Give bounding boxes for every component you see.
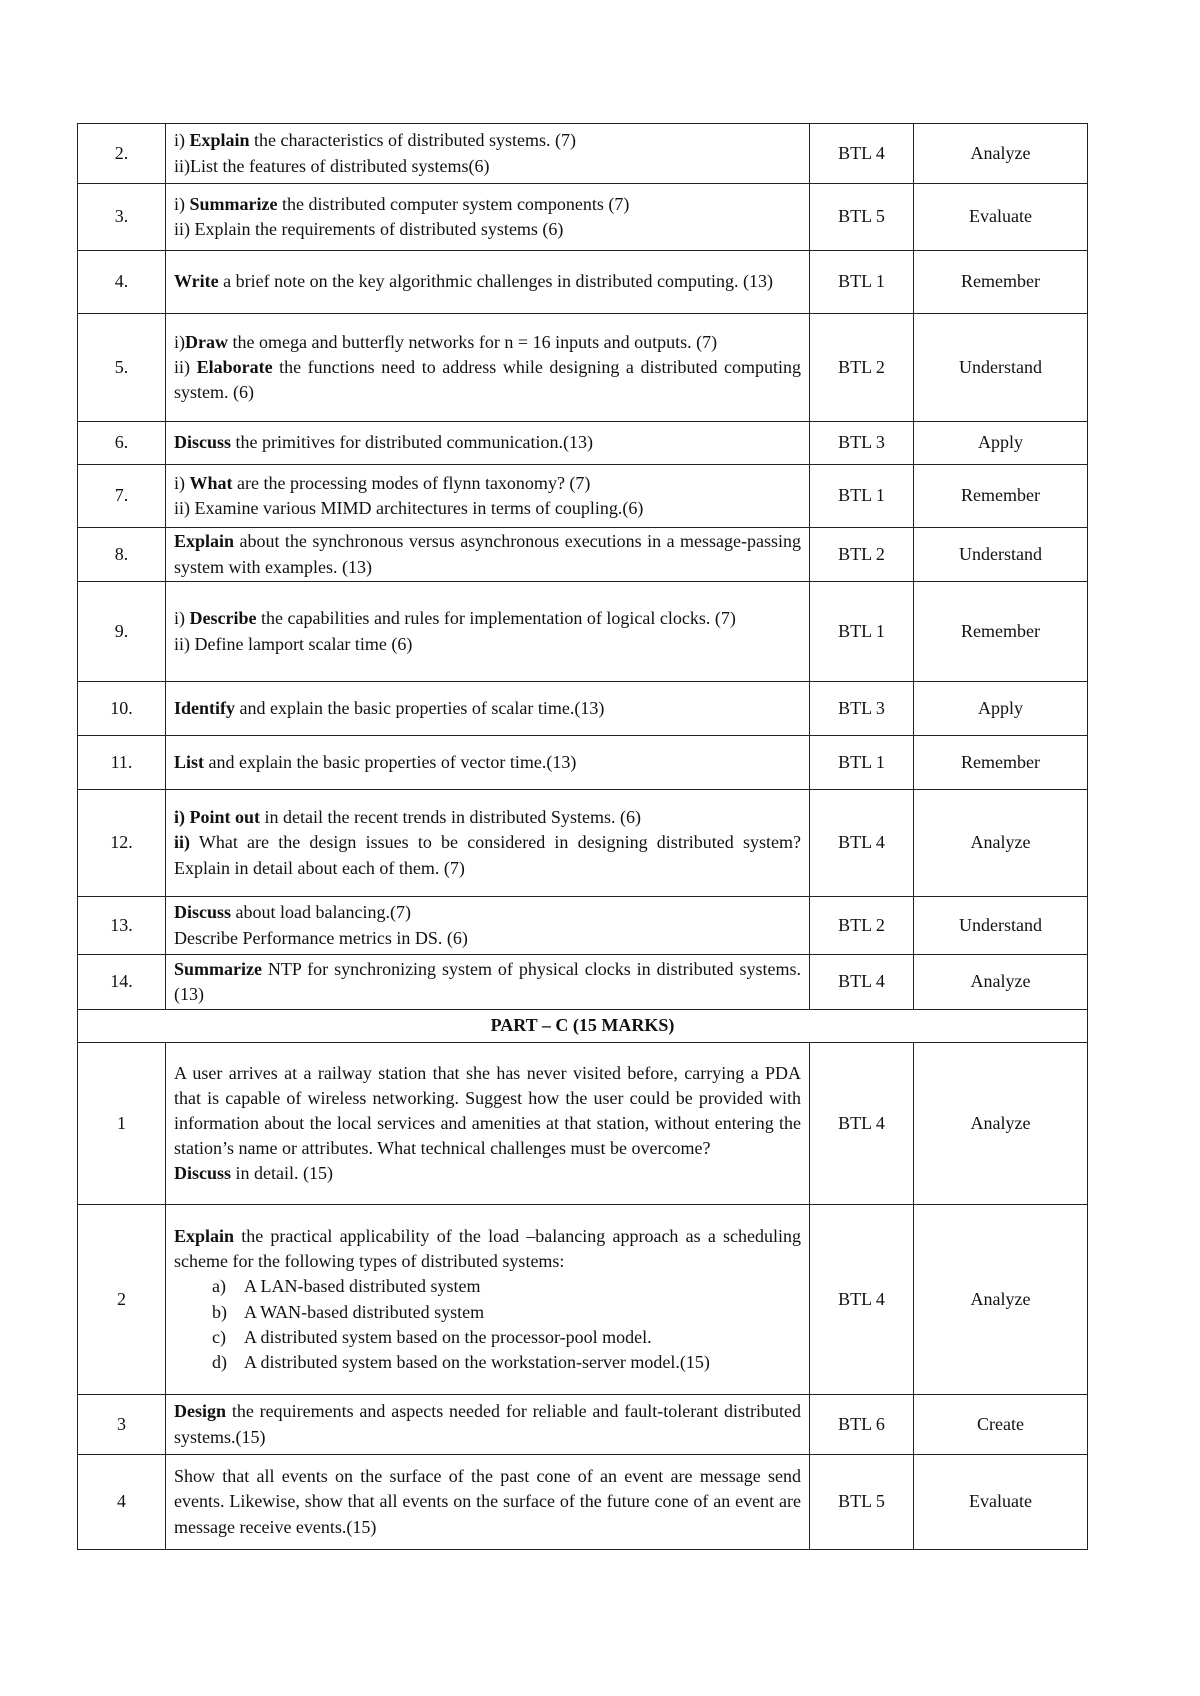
- question-text: [166, 790, 810, 897]
- action-verb: Design: [174, 1401, 227, 1422]
- question-row: [78, 184, 1088, 251]
- question-number: 3.: [78, 184, 166, 251]
- question-row: [78, 582, 1088, 682]
- btl-level: BTL 6: [810, 1395, 914, 1455]
- competence-level: Understand: [914, 528, 1088, 582]
- competence-level: Remember: [914, 465, 1088, 528]
- line-text: the requirements and aspects needed for reliable and fault-tolerant distributed systems.(15): [174, 1401, 801, 1447]
- question-line: [174, 805, 801, 830]
- line-text: the distributed computer system components (7): [277, 193, 630, 214]
- line-text: about the synchronous versus asynchronous executions in a message-passing system with examples. (13): [174, 531, 801, 577]
- question-line: [174, 269, 801, 294]
- sub-item: [212, 1350, 801, 1375]
- question-text: [166, 1455, 810, 1550]
- question-line: [174, 355, 801, 405]
- question-row: [78, 790, 1088, 897]
- btl-level: BTL 4: [810, 1043, 914, 1205]
- question-line: [174, 1061, 801, 1162]
- sub-item-text: A distributed system based on the workstation-server model.(15): [244, 1351, 710, 1372]
- action-verb: What: [189, 472, 233, 493]
- line-prefix: i): [174, 130, 190, 151]
- line-text: about load balancing.(7): [231, 902, 411, 923]
- line-text: are the processing modes of flynn taxonomy? (7): [232, 472, 591, 493]
- question-number: 11.: [78, 736, 166, 790]
- btl-level: BTL 4: [810, 1205, 914, 1395]
- action-verb: Discuss: [174, 432, 232, 453]
- question-row: [78, 682, 1088, 736]
- btl-level: BTL 1: [810, 582, 914, 682]
- question-line: [174, 1464, 801, 1540]
- question-text: [166, 422, 810, 465]
- question-number: 6.: [78, 422, 166, 465]
- question-text: [166, 955, 810, 1010]
- question-number: 8.: [78, 528, 166, 582]
- question-row: [78, 736, 1088, 790]
- competence-level: Remember: [914, 736, 1088, 790]
- question-line: [174, 750, 801, 775]
- line-prefix: i): [174, 472, 190, 493]
- sub-item-label: d): [212, 1351, 227, 1372]
- question-number: 7.: [78, 465, 166, 528]
- question-line: [174, 217, 801, 242]
- btl-level: BTL 3: [810, 422, 914, 465]
- question-number: 3: [78, 1395, 166, 1455]
- btl-level: BTL 4: [810, 790, 914, 897]
- question-text: [166, 1205, 810, 1395]
- question-line: [174, 128, 801, 153]
- question-text: [166, 1043, 810, 1205]
- competence-level: Understand: [914, 314, 1088, 422]
- question-text: [166, 528, 810, 582]
- question-number: 14.: [78, 955, 166, 1010]
- sub-item-text: A LAN-based distributed system: [244, 1276, 481, 1297]
- question-number: 12.: [78, 790, 166, 897]
- question-line: [174, 926, 801, 951]
- question-line: [174, 1163, 333, 1183]
- question-number: 13.: [78, 897, 166, 955]
- sub-item-label: a): [212, 1276, 226, 1297]
- question-number: 9.: [78, 582, 166, 682]
- question-row: [78, 897, 1088, 955]
- line-prefix: i): [174, 193, 190, 214]
- question-row: [78, 422, 1088, 465]
- line-text: A user arrives at a railway station that she has never visited before, carrying a PDA that is capable of wireless networking. Suggest how the user could be provided with information about the local services and amenities at that station, without entering the station’s name or attributes. What technical challenges must be overcome?: [174, 1062, 801, 1159]
- btl-level: BTL 5: [810, 1455, 914, 1550]
- question-line: [174, 1399, 801, 1449]
- line-text: the primitives for distributed communication.(13): [231, 432, 593, 453]
- line-text: and explain the basic properties of scalar time.(13): [235, 697, 605, 718]
- btl-level: BTL 4: [810, 955, 914, 1010]
- action-verb: Explain: [174, 1225, 235, 1246]
- sub-item-label: b): [212, 1301, 227, 1322]
- question-text: [166, 582, 810, 682]
- action-verb: ii): [174, 832, 190, 853]
- line-text: in detail the recent trends in distributed Systems. (6): [260, 807, 641, 828]
- question-number: 1: [78, 1043, 166, 1205]
- question-number: 5.: [78, 314, 166, 422]
- action-verb: Summarize: [189, 193, 278, 214]
- line-prefix: ii): [174, 356, 197, 377]
- question-number: 2: [78, 1205, 166, 1395]
- question-row: [78, 528, 1088, 582]
- line-text: Define lamport scalar time (6): [194, 633, 413, 654]
- action-verb: Describe: [189, 608, 257, 629]
- question-row: [78, 251, 1088, 314]
- line-text: NTP for synchronizing system of physical clocks in distributed systems.(13): [174, 958, 801, 1004]
- question-line: [174, 900, 801, 925]
- competence-level: Analyze: [914, 955, 1088, 1010]
- action-verb: Draw: [185, 331, 228, 352]
- action-verb: Explain: [189, 130, 250, 151]
- line-text: and explain the basic properties of vector time.(13): [204, 751, 577, 772]
- line-prefix: ii): [174, 633, 195, 654]
- competence-level: Remember: [914, 251, 1088, 314]
- question-text: [166, 682, 810, 736]
- question-row: [78, 314, 1088, 422]
- action-verb: i) Point out: [174, 807, 261, 828]
- part-c-header-row: [78, 1010, 1088, 1043]
- line-text: the omega and butterfly networks for n = 16 inputs and outputs. (7): [228, 331, 718, 352]
- question-number: 2.: [78, 124, 166, 184]
- btl-level: BTL 4: [810, 124, 914, 184]
- btl-level: BTL 3: [810, 682, 914, 736]
- question-line: [174, 496, 801, 521]
- question-row: [78, 124, 1088, 184]
- question-line: [174, 696, 801, 721]
- competence-level: Apply: [914, 682, 1088, 736]
- question-line: [174, 471, 801, 496]
- question-text: [166, 897, 810, 955]
- question-text: [166, 124, 810, 184]
- question-text: [166, 251, 810, 314]
- line-prefix: i): [174, 331, 185, 352]
- question-line: [174, 430, 801, 455]
- question-line: [174, 957, 801, 1007]
- competence-level: Apply: [914, 422, 1088, 465]
- question-number: 4.: [78, 251, 166, 314]
- line-text: in detail. (15): [231, 1163, 333, 1184]
- question-text: [166, 1395, 810, 1455]
- action-verb: List: [174, 751, 205, 772]
- action-verb: Summarize: [174, 958, 262, 979]
- competence-level: Create: [914, 1395, 1088, 1455]
- btl-level: BTL 1: [810, 251, 914, 314]
- question-row: [78, 1043, 1088, 1205]
- btl-level: BTL 5: [810, 184, 914, 251]
- sub-item: [212, 1274, 801, 1299]
- part-c-header: PART – C (15 MARKS): [78, 1010, 1088, 1043]
- question-number: 4: [78, 1455, 166, 1550]
- competence-level: Analyze: [914, 1043, 1088, 1205]
- sub-item: [212, 1300, 801, 1325]
- btl-level: BTL 1: [810, 736, 914, 790]
- question-text: [166, 184, 810, 251]
- line-text: the characteristics of distributed systems. (7): [249, 130, 576, 151]
- question-table: [77, 123, 1088, 1550]
- competence-level: Analyze: [914, 1205, 1088, 1395]
- line-text: Show that all events on the surface of the past cone of an event are message send events. Likewise, show that all events on the surface of the future cone of an event are message receive events.(15): [174, 1466, 801, 1537]
- action-verb: Elaborate: [196, 356, 273, 377]
- question-number: 10.: [78, 682, 166, 736]
- sub-item-list: [174, 1274, 801, 1375]
- btl-level: BTL 1: [810, 465, 914, 528]
- action-verb: Identify: [174, 697, 236, 718]
- line-text: List the features of distributed systems(6): [190, 155, 490, 176]
- question-line: [174, 192, 801, 217]
- question-text: [166, 465, 810, 528]
- question-line: [174, 330, 801, 355]
- sub-item-text: A WAN-based distributed system: [244, 1301, 485, 1322]
- line-text: Describe Performance metrics in DS. (6): [174, 927, 468, 948]
- action-verb: Discuss: [174, 1163, 232, 1184]
- question-row: [78, 465, 1088, 528]
- competence-level: Evaluate: [914, 184, 1088, 251]
- question-line: [174, 1224, 801, 1274]
- line-prefix: ii): [174, 498, 195, 518]
- question-line: [174, 830, 801, 880]
- line-text: the practical applicability of the load –balancing approach as a scheduling scheme for the following types of distributed systems:: [174, 1225, 801, 1272]
- competence-level: Evaluate: [914, 1455, 1088, 1550]
- question-text: [166, 314, 810, 422]
- line-prefix: ii): [174, 155, 190, 176]
- btl-level: BTL 2: [810, 314, 914, 422]
- line-text: a brief note on the key algorithmic challenges in distributed computing. (13): [218, 271, 774, 292]
- competence-level: Analyze: [914, 790, 1088, 897]
- line-text: What are the design issues to be considered in designing distributed system? Explain in detail about each of them. (7): [174, 832, 801, 878]
- competence-level: Analyze: [914, 124, 1088, 184]
- question-row: [78, 1395, 1088, 1455]
- sub-item-text: A distributed system based on the processor-pool model.: [244, 1326, 652, 1347]
- line-prefix: ii): [174, 219, 195, 239]
- sub-item-label: c): [212, 1326, 226, 1347]
- question-row: [78, 1455, 1088, 1550]
- btl-level: BTL 2: [810, 897, 914, 955]
- line-text: the functions need to address while designing a distributed computing system. (6): [174, 356, 802, 403]
- question-line: [174, 632, 801, 657]
- question-row: [78, 1205, 1088, 1395]
- action-verb: Explain: [174, 531, 235, 552]
- sub-item: [212, 1325, 801, 1350]
- competence-level: Remember: [914, 582, 1088, 682]
- question-line: [174, 154, 801, 179]
- question-row: [78, 955, 1088, 1010]
- question-line: [174, 529, 801, 579]
- question-line: [174, 606, 801, 631]
- btl-level: BTL 2: [810, 528, 914, 582]
- action-verb: Discuss: [174, 902, 232, 923]
- line-text: Explain the requirements of distributed systems (6): [194, 219, 564, 239]
- question-text: [166, 736, 810, 790]
- line-text: the capabilities and rules for implementation of logical clocks. (7): [256, 608, 736, 629]
- line-prefix: i): [174, 608, 190, 629]
- competence-level: Understand: [914, 897, 1088, 955]
- line-text: Examine various MIMD architectures in terms of coupling.(6): [194, 498, 644, 518]
- action-verb: Write: [174, 271, 219, 292]
